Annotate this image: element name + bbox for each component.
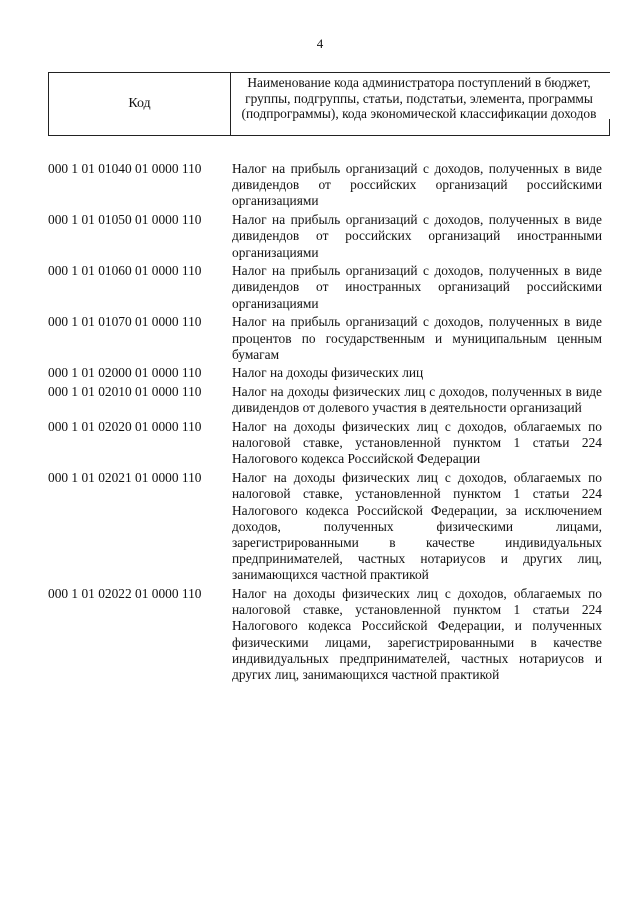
table-row	[48, 586, 610, 683]
header-border-stub	[609, 119, 610, 135]
row-code: 000 1 01 02020 01 0000 110	[48, 419, 202, 435]
classification-list	[48, 161, 610, 686]
table-row	[48, 384, 610, 416]
table-header	[48, 72, 610, 136]
row-name: Налог на доходы физических лиц с доходов, облагаемых по налоговой ставке, установленной пунктом 1 статьи 224 Налогового кодекса Российской Федерации, за исключением доходов, полученных физическими лицами, зарегистрированными в качестве индивидуальных предпринимателей, частных нотариусов и других лиц, занимающихся частной практикой	[232, 470, 602, 583]
row-name: Налог на прибыль организаций с доходов, полученных в виде дивидендов от иностранных организаций российскими организациями	[232, 263, 602, 311]
row-name: Налог на доходы физических лиц	[232, 365, 424, 381]
table-row	[48, 212, 610, 261]
row-code: 000 1 01 02000 01 0000 110	[48, 365, 202, 381]
name-column-header: Наименование кода администратора поступлений в бюджет, группы, подгруппы, статьи, подстатьи, элемента, программы (подпрограммы), кода экономической классификации доходов	[241, 75, 597, 121]
row-name: Налог на прибыль организаций с доходов, полученных в виде дивидендов от российских организаций иностранными организациями	[232, 212, 602, 260]
table-row	[48, 161, 610, 210]
row-code: 000 1 01 01070 01 0000 110	[48, 314, 202, 330]
row-code: 000 1 01 01040 01 0000 110	[48, 161, 202, 176]
row-name: Налог на доходы физических лиц с доходов, облагаемых по налоговой ставке, установленной пунктом 1 статьи 224 Налогового кодекса Российской Федерации, и полученных физическими лицами, зарегистрированными в качестве индивидуальных предпринимателей, частных нотариусов и других лиц, занимающихся частной практикой	[232, 586, 602, 683]
table-row	[48, 263, 610, 312]
row-name: Налог на прибыль организаций с доходов, полученных в виде процентов по государственным и муниципальным ценным бумагам	[232, 314, 602, 362]
table-row	[48, 470, 610, 583]
row-code: 000 1 01 02022 01 0000 110	[48, 586, 202, 602]
row-code: 000 1 01 01060 01 0000 110	[48, 263, 202, 279]
row-code: 000 1 01 02010 01 0000 110	[48, 384, 202, 400]
row-code: 000 1 01 02021 01 0000 110	[48, 470, 202, 486]
table-row	[48, 314, 610, 363]
row-name: Налог на доходы физических лиц с доходов, полученных в виде дивидендов от долевого участия в деятельности организаций	[232, 384, 602, 416]
table-row	[48, 419, 610, 468]
table-row	[48, 365, 610, 381]
row-name: Налог на доходы физических лиц с доходов, облагаемых по налоговой ставке, установленной пунктом 1 статьи 224 Налогового кодекса Российской Федерации	[232, 419, 602, 467]
row-name: Налог на прибыль организаций с доходов, полученных в виде дивидендов от российских организаций российскими организациями	[232, 161, 602, 209]
code-column-header: Код	[49, 73, 231, 135]
row-code: 000 1 01 01050 01 0000 110	[48, 212, 202, 228]
page-number: 4	[316, 36, 324, 51]
